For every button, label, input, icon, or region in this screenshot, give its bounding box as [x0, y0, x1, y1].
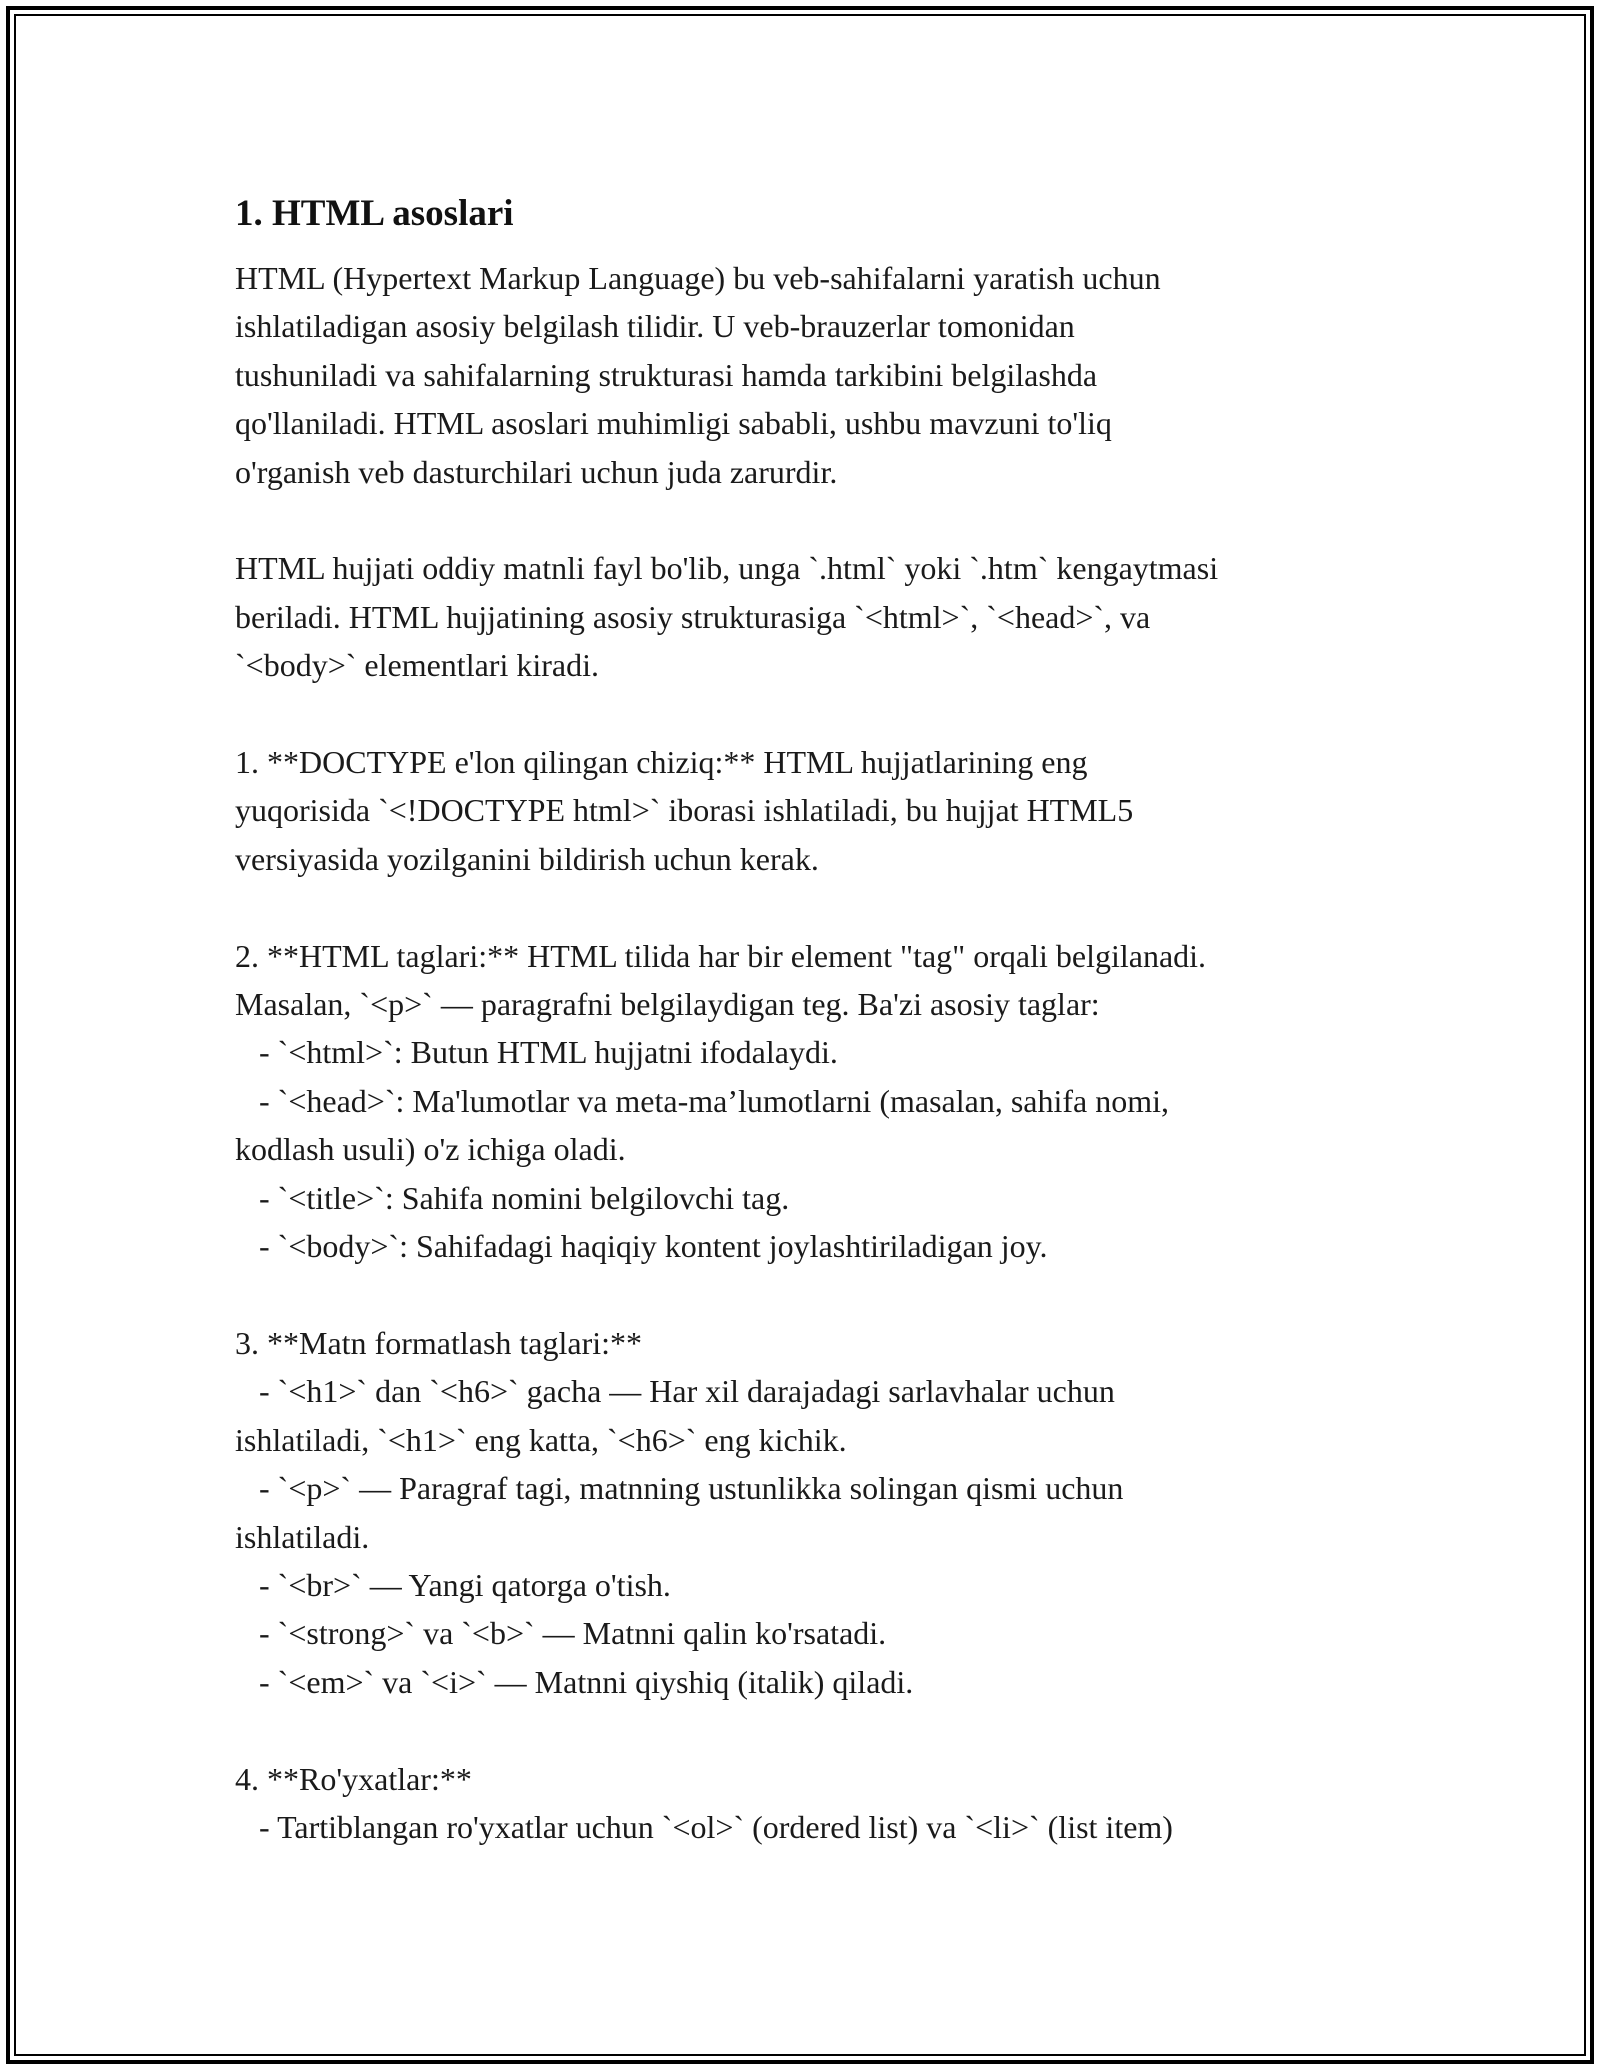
document-body — [235, 188, 1435, 1851]
blank-line — [235, 883, 1435, 931]
text-line: - `<title>`: Sahifa nomini belgilovchi tag. — [235, 1179, 790, 1216]
text-line: HTML hujjati oddiy matnli fayl bo'lib, unga `.html` yoki `.htm` kengaytmasi — [235, 550, 1219, 587]
text-line: - `<p>` — Paragraf tagi, matnning ustunlikka solingan qismi uchun — [235, 1470, 1124, 1507]
text-line: - `<strong>` va `<b>` — Matnni qalin ko'rsatadi. — [235, 1615, 887, 1652]
text-line: `<body>` elementlari kiradi. — [235, 647, 599, 684]
text-line: kodlash usuli) o'z ichiga oladi. — [235, 1131, 626, 1168]
text-line: - `<h1>` dan `<h6>` gacha — Har xil darajadagi sarlavhalar uchun — [235, 1373, 1115, 1410]
text-line: - `<em>` va `<i>` — Matnni qiyshiq (italik) qiladi. — [235, 1663, 914, 1700]
text-line: ishlatiladi, `<h1>` eng katta, `<h6>` eng kichik. — [235, 1421, 847, 1458]
text-line: - `<html>`: Butun HTML hujjatni ifodalaydi. — [235, 1034, 838, 1071]
text-line: 2. **HTML taglari:** HTML tilida har bir element "tag" orqali belgilanadi. — [235, 937, 1207, 974]
text-line: tushuniladi va sahifalarning strukturasi hamda tarkibini belgilashda — [235, 356, 1098, 393]
text-line: beriladi. HTML hujjatining asosiy strukturasiga `<html>`, `<head>`, va — [235, 598, 1151, 635]
blank-line — [235, 496, 1435, 544]
blank-line — [235, 690, 1435, 738]
text-line: 1. **DOCTYPE e'lon qilingan chiziq:** HTML hujjatlarining eng — [235, 744, 1088, 781]
text-line: - `<br>` — Yangi qatorga o'tish. — [235, 1566, 671, 1603]
blank-line — [235, 1270, 1435, 1318]
section-heading: 1. HTML asoslari — [235, 193, 514, 234]
text-line: yuqorisida `<!DOCTYPE html>` iborasi ishlatiladi, bu hujjat HTML5 — [235, 792, 1134, 829]
text-line: - `<head>`: Ma'lumotlar va meta-ma’lumotlarni (masalan, sahifa nomi, — [235, 1082, 1169, 1119]
document-text — [235, 254, 1435, 1851]
text-line: versiyasida yozilganini bildirish uchun kerak. — [235, 840, 819, 877]
text-line: 4. **Ro'yxatlar:** — [235, 1760, 472, 1797]
text-line: o'rganish veb dasturchilari uchun juda zarurdir. — [235, 453, 838, 490]
text-line: - `<body>`: Sahifadagi haqiqiy kontent joylashtiriladigan joy. — [235, 1228, 1048, 1265]
text-line: ishlatiladigan asosiy belgilash tilidir. U veb-brauzerlar tomonidan — [235, 308, 1075, 345]
text-line: - Tartiblangan ro'yxatlar uchun `<ol>` (ordered list) va `<li>` (list item) — [235, 1808, 1173, 1845]
text-line: Masalan, `<p>` — paragrafni belgilaydigan teg. Ba'zi asosiy taglar: — [235, 986, 1100, 1023]
text-line: HTML (Hypertext Markup Language) bu veb-sahifalarni yaratish uchun — [235, 260, 1161, 296]
text-line: ishlatiladi. — [235, 1518, 370, 1555]
text-line: qo'llaniladi. HTML asoslari muhimligi sababli, ushbu mavzuni to'liq — [235, 405, 1112, 442]
blank-line — [235, 1706, 1435, 1754]
text-line: 3. **Matn formatlash taglari:** — [235, 1324, 643, 1361]
